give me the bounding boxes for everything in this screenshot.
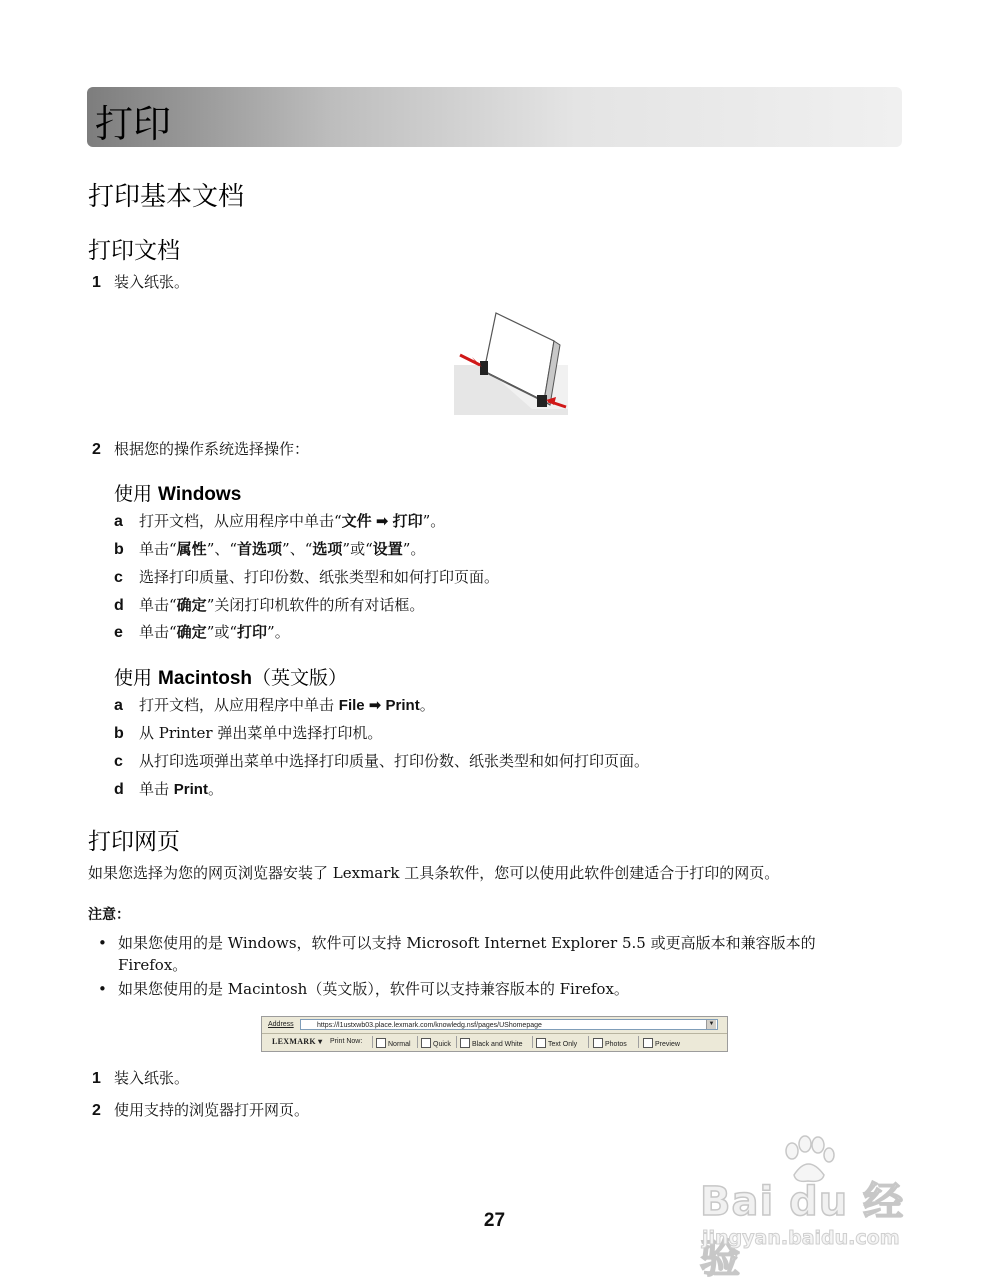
mac-step-b: b 从 Printer 弹出菜单中选择打印机。 xyxy=(114,724,383,742)
step-text: 装入纸张。 xyxy=(114,1069,190,1087)
print-doc-step-2 xyxy=(92,438,309,459)
chevron-down-icon[interactable]: ▼ xyxy=(706,1020,716,1029)
document-icon xyxy=(536,1038,546,1048)
step-number: 1 xyxy=(92,1070,101,1087)
black-and-white-button[interactable]: Black and White xyxy=(460,1038,523,1048)
step-number: 1 xyxy=(92,274,101,291)
watermark-logo-text: Bai du 经验 xyxy=(700,1179,905,1282)
windows-step-a: a 打开文档，从应用程序中单击“文件 ➡ 打印”。 xyxy=(114,512,446,530)
step-number: 2 xyxy=(92,441,101,458)
chapter-header-bar xyxy=(87,87,902,147)
baidu-jingyan-watermark xyxy=(700,1135,940,1282)
address-url[interactable]: https://l1ustxwb03.place.lexmark.com/knowledg.nsf/pages/UShomepage ▼ xyxy=(300,1019,718,1030)
windows-heading: 使用 Windows xyxy=(114,483,242,505)
windows-step-c: c 选择打印质量、打印份数、纸张类型和如何打印页面。 xyxy=(114,568,500,586)
windows-step-b: b 单击“属性”、“首选项”、“选项”或“设置”。 xyxy=(114,540,426,558)
step-text: 装入纸张。 xyxy=(114,273,190,291)
page-number: 27 xyxy=(483,1210,506,1231)
preview-icon xyxy=(643,1038,653,1048)
print-web-step-2 xyxy=(92,1099,309,1120)
note-bullet-1: • 如果您使用的是 Windows，软件可以支持 Microsoft Internet Explorer 5.5 或更高版本和兼容版本的 Firefox。 xyxy=(98,934,816,974)
address-label: Address xyxy=(268,1021,294,1028)
printer-icon xyxy=(460,1038,470,1048)
windows-step-d: d 单击“确定”关闭打印机软件的所有对话框。 xyxy=(114,596,425,614)
lexmark-brand-menu[interactable]: LEXMARK ▾ xyxy=(272,1037,323,1046)
photo-icon xyxy=(593,1038,603,1048)
text-only-button[interactable]: Text Only xyxy=(536,1038,577,1048)
print-doc-heading: 打印文档 xyxy=(88,238,180,264)
note-label: 注意： xyxy=(88,906,130,922)
load-paper-illustration xyxy=(454,305,568,415)
mac-step-d: d 单击 Print。 xyxy=(114,780,223,798)
windows-step-e: e 单击“确定”或“打印”。 xyxy=(114,623,290,641)
lexmark-toolbar-screenshot xyxy=(261,1016,728,1052)
printer-icon xyxy=(376,1038,386,1048)
print-web-heading: 打印网页 xyxy=(88,829,180,855)
mac-step-a: a 打开文档，从应用程序中单击 File ➡ Print。 xyxy=(114,696,435,714)
print-web-intro: 如果您选择为您的网页浏览器安装了 Lexmark 工具条软件，您可以使用此软件创建适合于打印的网页。 xyxy=(88,864,780,882)
preview-button[interactable]: Preview xyxy=(643,1038,680,1048)
mac-step-c: c 从打印选项弹出菜单中选择打印质量、打印份数、纸张类型和如何打印页面。 xyxy=(114,752,650,770)
step-text: 根据您的操作系统选择操作： xyxy=(114,440,310,458)
quick-button[interactable]: Quick xyxy=(421,1038,451,1048)
print-now-label: Print Now: xyxy=(330,1038,363,1045)
note-bullet-2: • 如果您使用的是 Macintosh（英文版），软件可以支持兼容版本的 Firefox。 xyxy=(98,980,629,998)
print-doc-step-1 xyxy=(92,271,189,292)
printer-icon xyxy=(421,1038,431,1048)
step-number: 2 xyxy=(92,1102,101,1119)
section-title: 打印基本文档 xyxy=(88,182,245,212)
print-web-step-1 xyxy=(92,1067,189,1088)
mac-heading: 使用 Macintosh（英文版） xyxy=(114,667,348,689)
watermark-url: jingyan.baidu.com xyxy=(702,1227,900,1249)
step-text: 使用支持的浏览器打开网页。 xyxy=(114,1101,310,1119)
chapter-title: 打印 xyxy=(95,102,172,146)
normal-button[interactable]: Normal xyxy=(376,1038,411,1048)
photos-button[interactable]: Photos xyxy=(593,1038,627,1048)
